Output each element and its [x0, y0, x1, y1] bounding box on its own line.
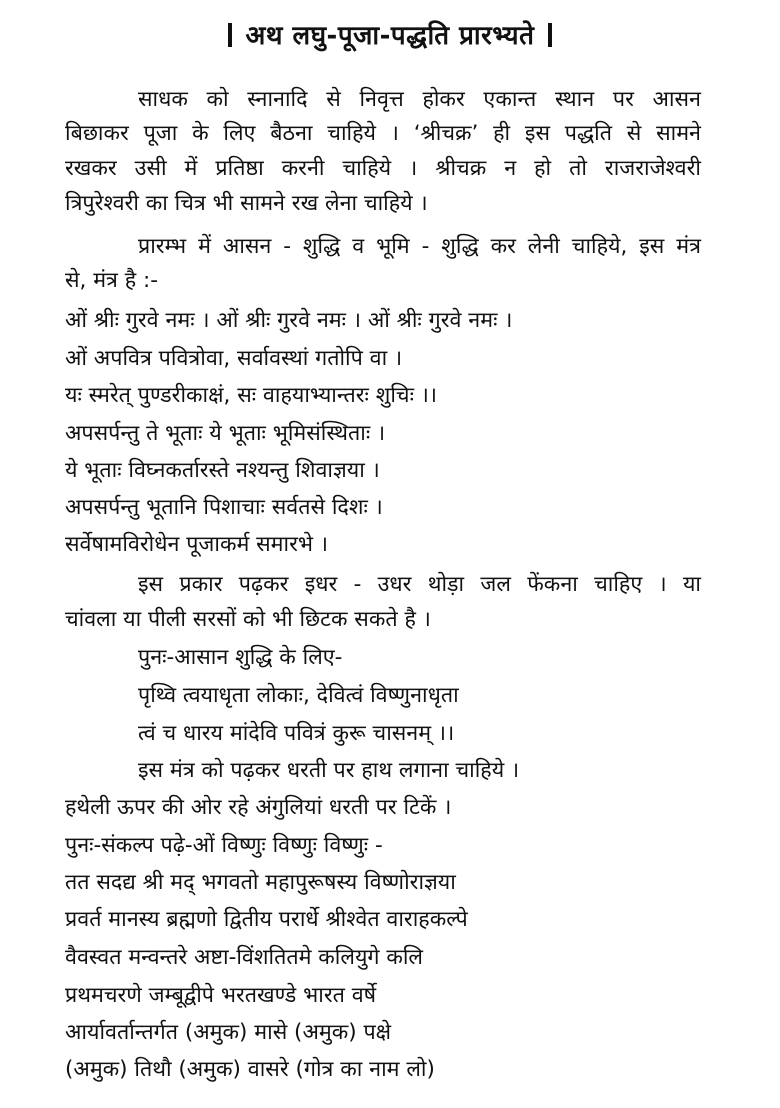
text-line: रखकर उसी में प्रतिष्ठा करनी चाहिये । श्रीचक्र न हो तो राजराजेश्वरी: [65, 156, 701, 181]
text-line: आर्यावर्तान्तर्गत (अमुक) मासे (अमुक) पक्षे: [65, 1020, 392, 1045]
text-line: प्रवर्त मानस्य ब्रह्मणो द्वितीय परार्धे श्रीश्वेत वाराहकल्पे: [65, 907, 468, 932]
text-line: बिछाकर पूजा के लिए बैठना चाहिये । ‘श्रीचक्र’ ही इस पद्धति से सामने: [65, 121, 701, 146]
text-line: पुनः-संकल्प पढ़े-ओं विष्णुः विष्णुः विष्णुः -: [65, 833, 383, 858]
text-line: अपसर्पन्तु भूतानि पिशाचाः सर्वतसे दिशः ।: [65, 495, 383, 520]
text-line: हथेली ऊपर की ओर रहे अंगुलियां धरती पर टिकें ।: [65, 795, 452, 820]
text-line: पृथ्वि त्वयाधृता लोकाः, देवित्वं विष्णुनाधृता: [138, 683, 459, 708]
text-line: इस प्रकार पढ़कर इधर - उधर थोड़ा जल फेंकना चाहिए । या: [138, 572, 701, 597]
text-line: वैवस्वत मन्वन्तरे अष्टा-विंशतितमे कलियुगे कलि: [65, 945, 424, 970]
text-line: त्रिपुरेश्वरी का चित्र भी सामने रख लेना चाहिये ।: [65, 191, 428, 216]
text-line: साधक को स्नानादि से निवृत्त होकर एकान्त स्थान पर आसन: [138, 87, 701, 112]
danda-left: [228, 23, 232, 47]
page-title: [0, 16, 780, 56]
text-line: पुनः-आसान शुद्धि के लिए-: [138, 645, 343, 670]
title-text: अथ लघु-पूजा-पद्धति प्रारभ्यते: [245, 21, 535, 51]
text-line: प्रथमचरणे जम्बूद्वीपे भरतखण्डे भारत वर्षे: [65, 983, 377, 1008]
text-line: ओं श्रीः गुरवे नमः । ओं श्रीः गुरवे नमः । ओं श्रीः गुरवे नमः ।: [65, 308, 513, 333]
text-line: तत सदद्य श्री मद् भगवतो महापुरूषस्य विष्णोराज्ञया: [65, 870, 456, 895]
text-line: यः स्मरेत् पुण्डरीकाक्षं, सः वाहयाभ्यान्तरः शुचिः ।।: [65, 383, 438, 408]
text-line: ओं अपवित्र पवित्रोवा, सर्वावस्थां गतोपि वा ।: [65, 346, 403, 371]
text-line: सर्वेषामविरोधेन पूजाकर्म समारभे ।: [65, 532, 329, 557]
danda-right: [548, 23, 552, 47]
text-line: त्वं च धारय मांदेवि पवित्रं कुरू चासनम् ।।: [138, 721, 455, 746]
text-line: चांवला या पीली सरसों को भी छिटक सकते है ।: [65, 607, 431, 632]
text-line: इस मंत्र को पढ़कर धरती पर हाथ लगाना चाहिये ।: [138, 758, 520, 783]
text-line: अपसर्पन्तु ते भूताः ये भूताः भूमिसंस्थिताः ।: [65, 421, 386, 446]
text-line: से, मंत्र है :-: [65, 268, 159, 293]
text-line: (अमुक) तिथौ (अमुक) वासरे (गोत्र का नाम लो): [65, 1057, 435, 1082]
text-line: ये भूताः विघ्नकर्तारस्ते नश्यन्तु शिवाज्ञया ।: [65, 458, 380, 483]
text-line: प्रारम्भ में आसन - शुद्धि व भूमि - शुद्धि कर लेनी चाहिये, इस मंत्र: [138, 234, 701, 259]
